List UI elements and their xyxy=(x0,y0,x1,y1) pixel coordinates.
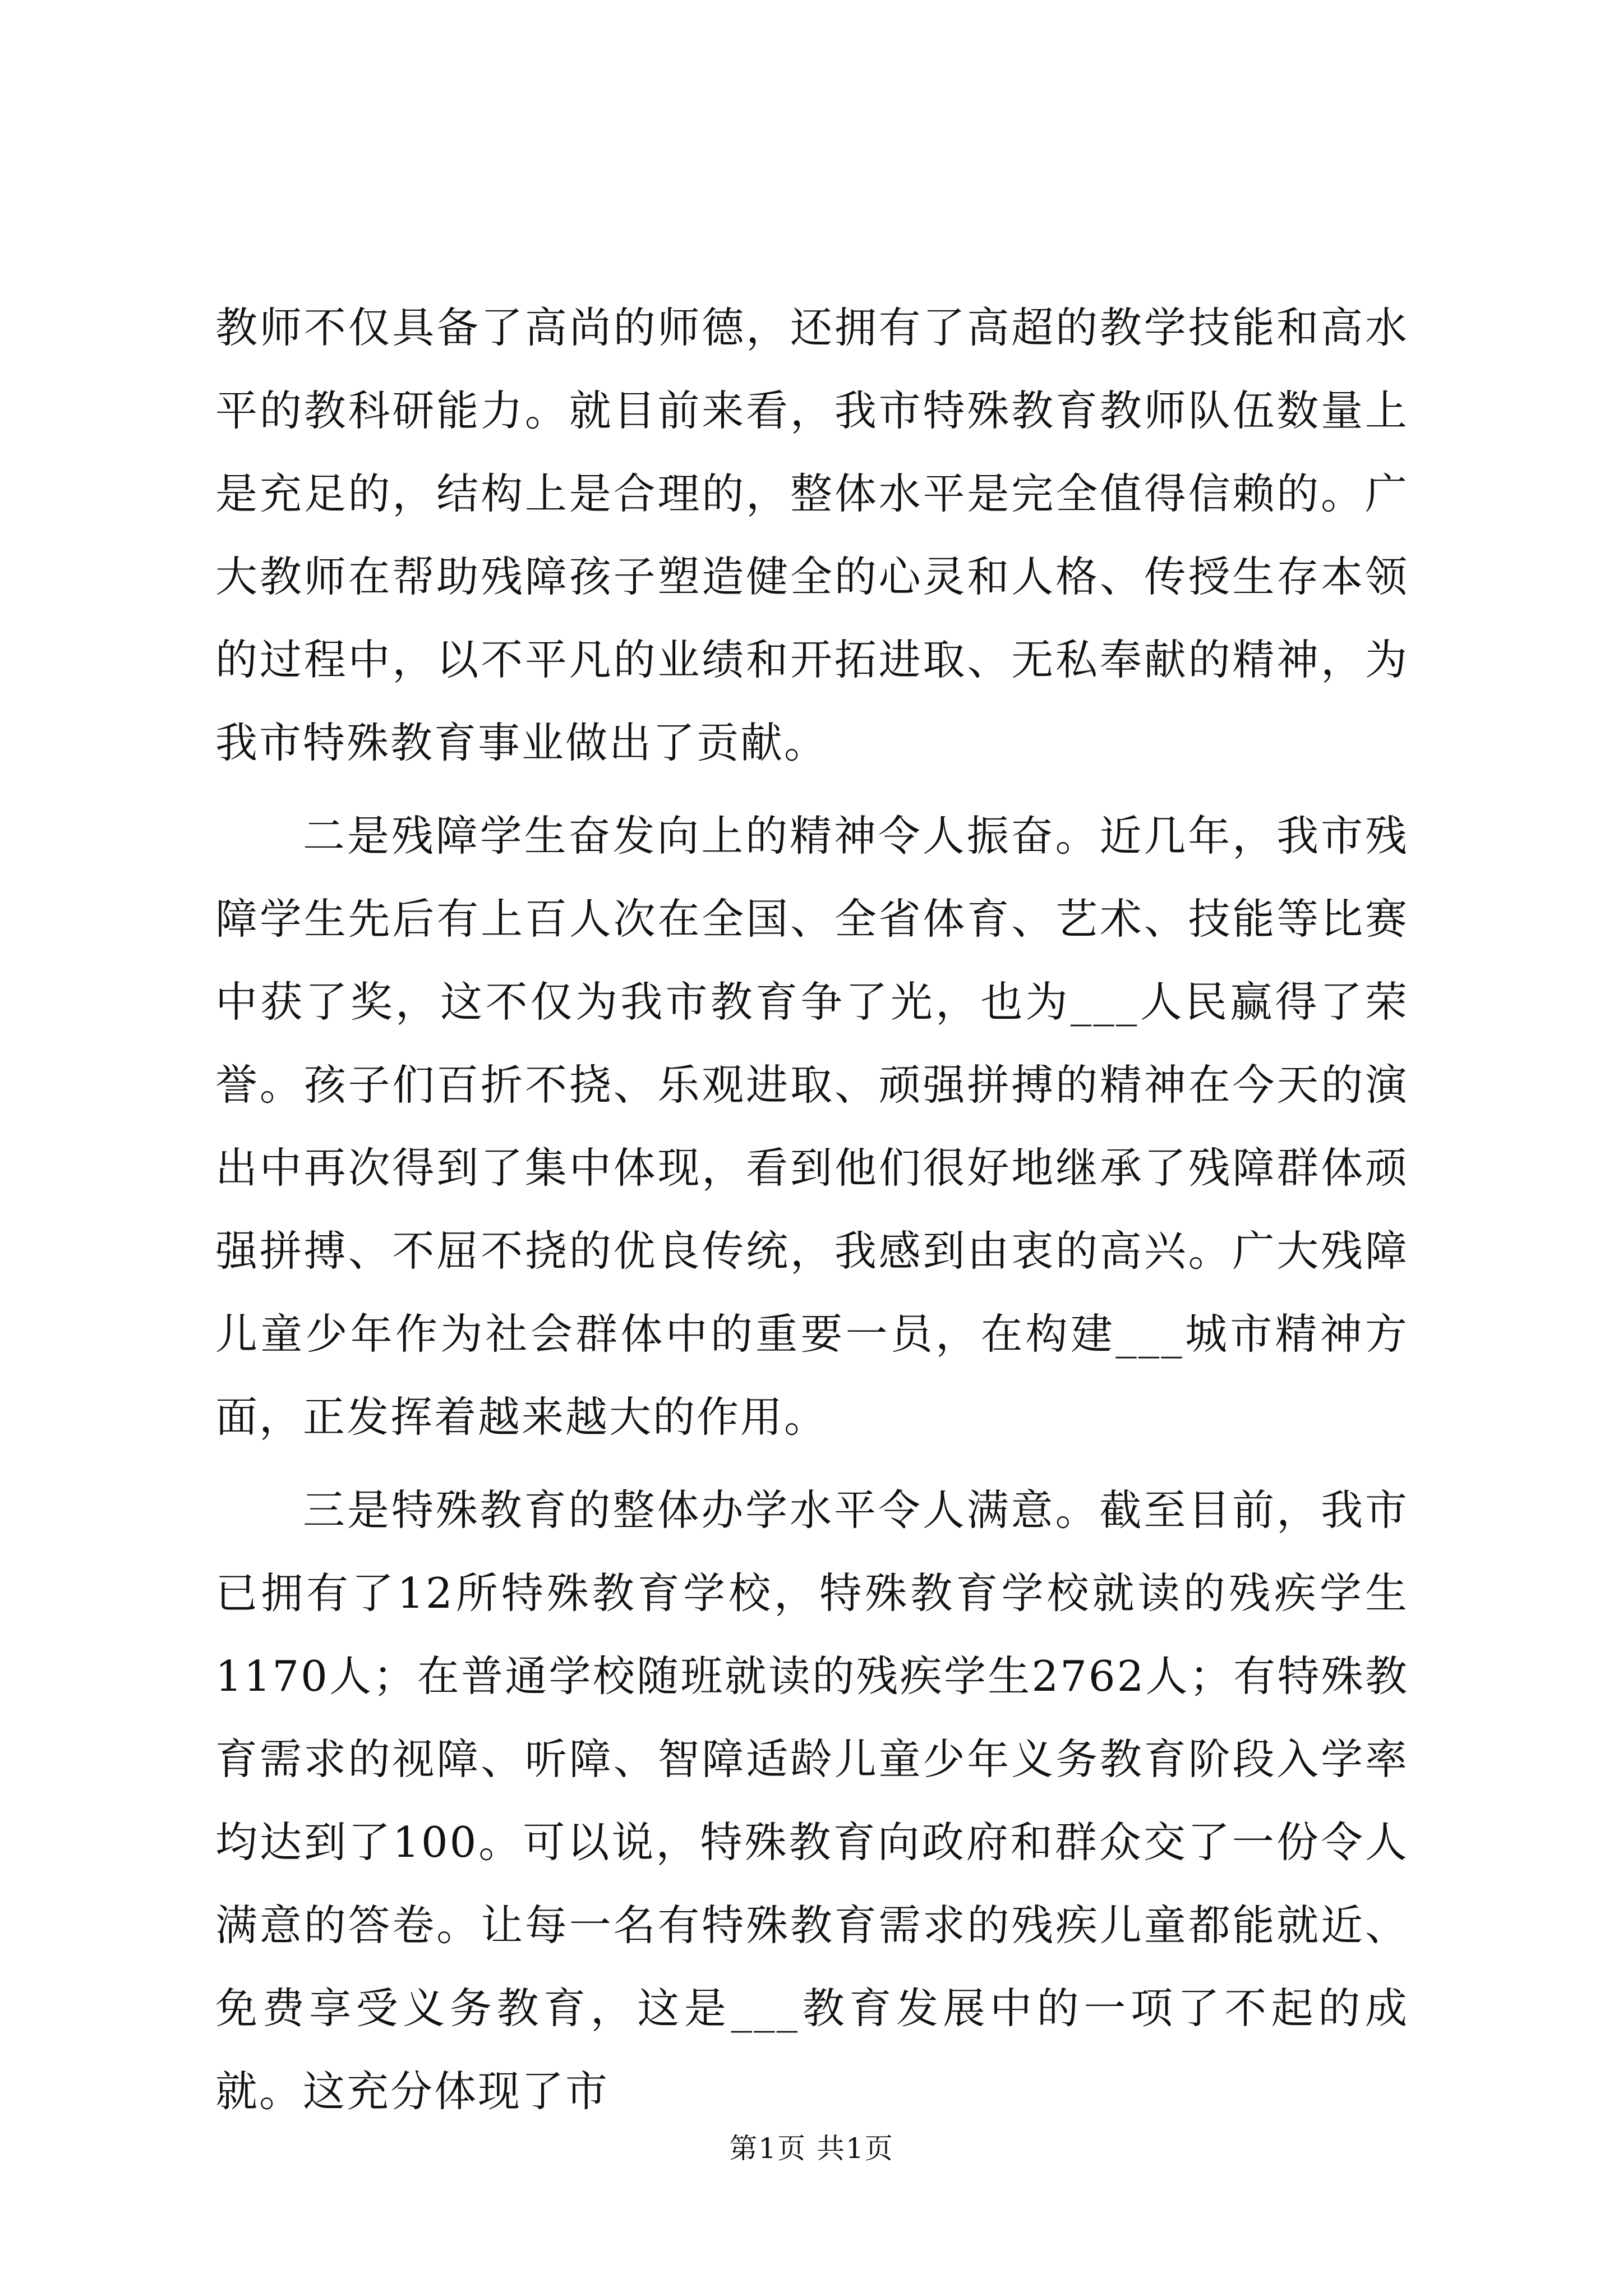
paragraph-1: 教师不仅具备了高尚的师德，还拥有了高超的教学技能和高水平的教科研能力。就目前来看，我市特殊教育教师队伍数量上是充足的，结构上是合理的，整体水平是完全值得信赖的。广大教师在帮助残障孩子塑造健全的心灵和人格、传授生存本领的过程中，以不平凡的业绩和开拓进取、无私奉献的精神，为我市特殊教育事业做出了贡献。 xyxy=(215,303,1409,767)
paragraph-2: 二是残障学生奋发向上的精神令人振奋。近几年，我市残障学生先后有上百人次在全国、全省体育、艺术、技能等比赛中获了奖，这不仅为我市教育争了光，也为___人民赢得了荣誉。孩子们百折不挠、乐观进取、顽强拼搏的精神在今天的演出中再次得到了集中体现，看到他们很好地继承了残障群体顽强拼搏、不屈不挠的优良传统，我感到由衷的高兴。广大残障儿童少年作为社会群体中的重要一员，在构建___城市精神方面，正发挥着越来越大的作用。 xyxy=(215,811,1409,1442)
paragraph-3: 三是特殊教育的整体办学水平令人满意。截至目前，我市已拥有了12所特殊教育学校，特殊教育学校就读的残疾学生1170人；在普通学校随班就读的残疾学生2762人；有特殊教育需求的视障、听障、智障适龄儿童少年义务教育阶段入学率均达到了100。可以说，特殊教育向政府和群众交了一份令人满意的答卷。让每一名有特殊教育需求的残疾儿童都能就近、免费享受义务教育，这是___教育发展中的一项了不起的成就。这充分体现了市 xyxy=(215,1485,1409,2116)
body-text xyxy=(215,286,1409,2133)
page-footer: 第1页 共1页 xyxy=(729,2132,894,2165)
